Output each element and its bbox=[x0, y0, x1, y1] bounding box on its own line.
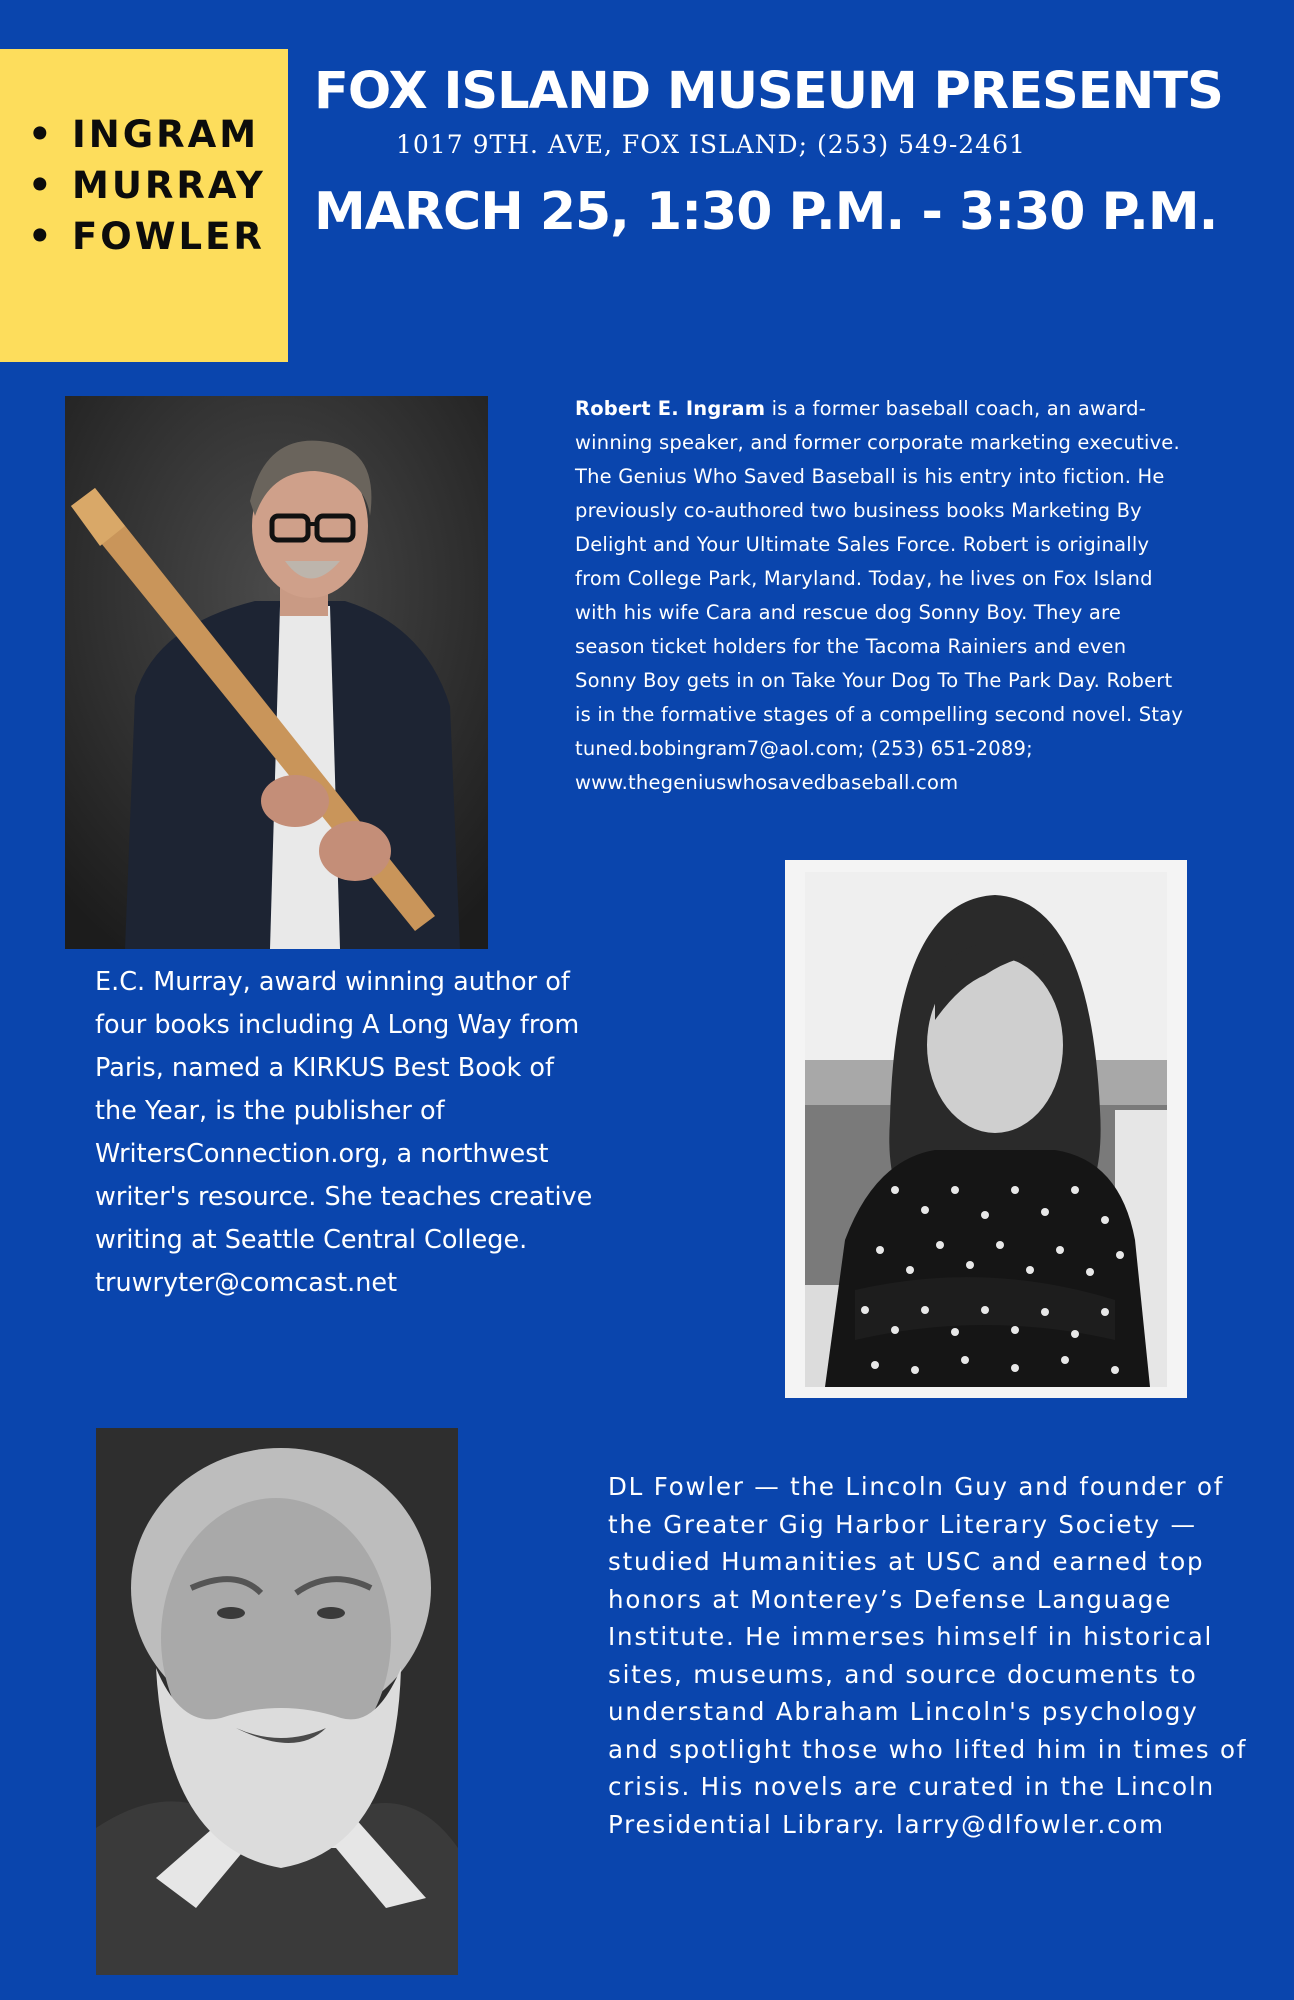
speaker-name-item bbox=[28, 109, 266, 160]
event-date-time: MARCH 25, 1:30 P.M. - 3:30 P.M. bbox=[314, 182, 1218, 242]
speaker-name-item bbox=[28, 160, 266, 211]
murray-bio: E.C. Murray, award winning author of four books including A Long Way from Paris, named a KIRKUS Best Book of the Year, is the publisher of WritersConnection.org, a northwest writer's resource. She teaches creative writing at Seattle Central College. truwryter@comcast.net bbox=[95, 967, 593, 1298]
speaker-name-fowler: FOWLER bbox=[72, 215, 265, 258]
ingram-name: Robert E. Ingram bbox=[575, 397, 766, 420]
fowler-photo bbox=[96, 1428, 458, 1975]
speaker-name-item bbox=[28, 211, 266, 262]
museum-address: 1017 9TH. AVE, FOX ISLAND; (253) 549-2461 bbox=[396, 130, 1026, 159]
speaker-name-ingram: INGRAM bbox=[72, 113, 260, 156]
ingram-photo bbox=[65, 396, 488, 949]
fowler-bio: DL Fowler — the Lincoln Guy and founder of the Greater Gig Harbor Literary Society — studied Humanities at USC and earned top honors at Monterey’s Defense Language Institute. He immerses himself in historical sites, museums, and source documents to understand Abraham Lincoln's psychology and spotlight those who lifted him in times of crisis. His novels are curated in the Lincoln Presidential Library. larry@dlfowler.com bbox=[608, 1472, 1248, 1839]
bullet-icon: • bbox=[28, 164, 55, 207]
speaker-name-murray: MURRAY bbox=[72, 164, 266, 207]
bullet-icon: • bbox=[28, 113, 55, 156]
bullet-icon: • bbox=[28, 215, 55, 258]
event-title: FOX ISLAND MUSEUM PRESENTS bbox=[314, 62, 1223, 121]
speaker-names-list bbox=[28, 109, 266, 262]
ingram-bio-text: is a former baseball coach, an award-winning speaker, and former corporate marketing executive. The Genius Who Saved Baseball is his entry into fiction. He previously co-authored two business books Marketing By Delight and Your Ultimate Sales Force. Robert is originally from College Park, Maryland. Today, he lives on Fox Island with his wife Cara and rescue dog Sonny Boy. They are season ticket holders for the Tacoma Rainiers and even Sonny Boy gets in on Take Your Dog To The Park Day. Robert is in the formative stages of a compelling second novel. Stay tuned.bobingram7@aol.com; (253) 651-2089; www.thegeniuswhosavedbaseball.com bbox=[575, 397, 1184, 794]
murray-photo bbox=[785, 860, 1187, 1398]
ingram-bio bbox=[575, 392, 1193, 800]
